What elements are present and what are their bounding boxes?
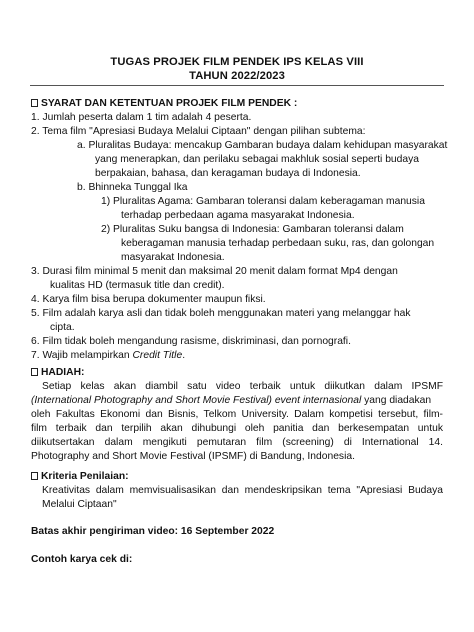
subtema-b-2-cont-1: keberagaman manusia terhadap perbedaan suku, ras, dan golongan xyxy=(121,238,435,249)
deadline-text: Batas akhir pengiriman video: 16 September 2022 xyxy=(31,526,275,537)
subtema-b-1-cont: terhadap perbedaan agama masyarakat Indonesia. xyxy=(121,210,355,221)
syarat-item-5: 5. Film adalah karya asli dan tidak boleh menggunakan materi yang melanggar hak xyxy=(31,308,411,319)
document-title: TUGAS PROJEK FILM PENDEK IPS KELAS VIII xyxy=(110,56,364,68)
syarat-item-6: 6. Film tidak boleh mengandung rasisme, diskriminasi, dan pornografi. xyxy=(31,336,351,347)
subtema-b: b. Bhinneka Tunggal Ika xyxy=(77,182,188,193)
syarat-item-5-cont: cipta. xyxy=(50,322,75,333)
hadiah-line-6: Photography and Short Movie Festival (IPSMF) di Bandung, Indonesia. xyxy=(31,451,355,462)
syarat-heading: SYARAT DAN KETENTUAN PROJEK FILM PENDEK : xyxy=(31,98,297,110)
title-divider xyxy=(30,85,444,86)
hadiah-line-1: Setiap kelas akan diambil satu video terbaik untuk diikutkan dalam IPSMF xyxy=(42,381,443,392)
hadiah-heading: HADIAH: xyxy=(31,367,84,379)
subtema-a: a. Pluralitas Budaya: mencakup Gambaran budaya dalam kehidupan masyarakat xyxy=(77,140,448,151)
credit-title-text: Credit Title xyxy=(132,350,183,361)
syarat-item-2: 2. Tema film "Apresiasi Budaya Melalui Ciptaan" dengan pilihan subtema: xyxy=(31,126,366,137)
kriteria-line-2: Melalui Ciptaan" xyxy=(42,499,117,510)
document-year: TAHUN 2022/2023 xyxy=(189,70,285,82)
subtema-b-2-cont-2: masyarakat Indonesia. xyxy=(121,252,225,263)
checkbox-bullet-icon xyxy=(31,472,38,480)
subtema-b-2: 2) Pluralitas Suku bangsa di Indonesia: Gambaran toleransi dalam xyxy=(101,224,404,235)
syarat-item-4: 4. Karya film bisa berupa dokumenter maupun fiksi. xyxy=(31,294,266,305)
subtema-a-cont-2: berpakaian, bahasa, dan keragaman budaya di Indonesia. xyxy=(95,168,361,179)
contoh-karya-text: Contoh karya cek di: xyxy=(31,554,133,565)
kriteria-heading: Kriteria Penilaian: xyxy=(31,471,129,483)
hadiah-line-3: oleh Fakultas Ekonomi dan Bisnis, Telkom University. Dalam kompetisi tersebut, film- xyxy=(31,409,443,420)
checkbox-bullet-icon xyxy=(31,99,38,107)
syarat-item-7: 7. Wajib melampirkan Credit Title. xyxy=(31,350,186,361)
kriteria-line-1: Kreativitas dalam memvisualisasikan dan mendeskripsikan tema "Apresiasi Budaya xyxy=(42,485,443,496)
hadiah-line-2: (International Photography and Short Movie Festival) event internasional yang diadakan xyxy=(31,395,432,406)
subtema-b-1: 1) Pluralitas Agama: Gambaran toleransi dalam keberagaman manusia xyxy=(101,196,425,207)
hadiah-line-5: diikutsertakan dalam mengikuti pemutaran film (screening) di International 14. xyxy=(31,437,443,448)
checkbox-bullet-icon xyxy=(31,368,38,376)
subtema-a-cont-1: yang menerapkan, dan perilaku sebagai makhluk sosial seperti budaya xyxy=(95,154,419,165)
syarat-item-3: 3. Durasi film minimal 5 menit dan maksimal 20 menit dalam format Mp4 dengan xyxy=(31,266,398,277)
hadiah-line-4: film terbaik dan terpilih akan dihubungi oleh panitia dan berkesempatan untuk xyxy=(31,423,443,434)
syarat-item-3-cont: kualitas HD (termasuk title dan credit). xyxy=(50,280,225,291)
syarat-item-1: 1. Jumlah peserta dalam 1 tim adalah 4 peserta. xyxy=(31,112,252,123)
